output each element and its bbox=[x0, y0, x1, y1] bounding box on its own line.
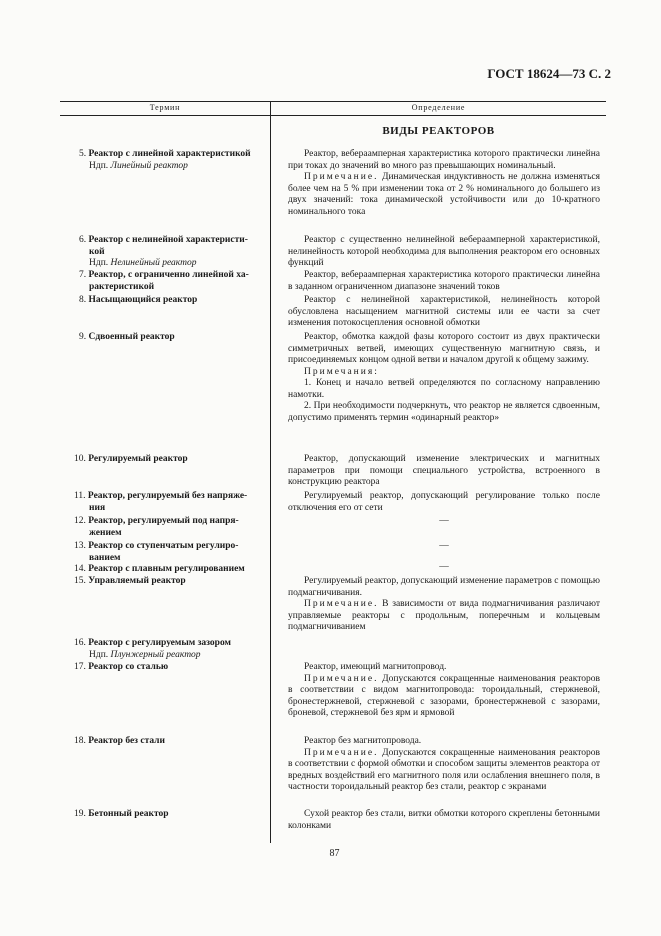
definition-6: Реактор с существенно нелинейной вебераамперной характеристикой, нелинейность которой необходима для выполнения реактором его основных функций bbox=[288, 235, 600, 268]
page-header: ГОСТ 18624—73 С. 2 bbox=[487, 66, 611, 81]
definition-14: — bbox=[439, 562, 449, 572]
definition-15: Регулируемый реактор, допускающий изменение параметров с помощью подмагничивания. Примечание. В зависимости от вида подмагничивания различают управляемые реакторы с продольным, поперечным и кольцевым подмагничиванием bbox=[288, 576, 600, 632]
definition-5: Реактор, вебераамперная характеристика которого практически линейна при токах до значений во много раз превышающих номинальный. Примечание. Динамическая индуктивность не должна изменяться более чем на 5 % при изменении тока от 2 % номинального до большего из двух значений: тока динамической устойчивости или до 10-кратного номинального тока bbox=[288, 149, 600, 217]
term-16: 16. Реактор с регулируемым зазором Ндп. Плунжерный реактор bbox=[74, 638, 232, 660]
definition-13: — bbox=[439, 541, 449, 551]
definition-19: Сухой реактор без стали, витки обмотки которого скреплены бетонными колонками bbox=[288, 809, 600, 831]
term-19: 19. Бетонный реактор bbox=[74, 809, 169, 819]
term-13: 13. Реактор со ступенчатым регулиро- ванием bbox=[74, 541, 239, 563]
table-header-rule bbox=[60, 115, 606, 116]
term-14: 14. Реактор с плавным регулированием bbox=[74, 564, 245, 574]
term-9: 9. Сдвоенный реактор bbox=[79, 332, 175, 342]
term-7: 7. Реактор, с ограниченно линейной ха- рактеристикой bbox=[79, 270, 249, 292]
term-5-ndp: Линейный реактор bbox=[110, 160, 188, 171]
term-5-name: Реактор с линейной характеристикой bbox=[88, 149, 251, 159]
section-title: ВИДЫ РЕАКТОРОВ bbox=[382, 125, 495, 137]
definition-8: Реактор с нелинейной характеристикой, нелинейность которой обусловлена насыщением магнитной системы или ее части за счет изменения потокосцепления основной обмотки bbox=[288, 295, 600, 328]
term-12: 12. Реактор, регулируемый под напря- жением bbox=[74, 516, 239, 538]
term-15: 15. Управляемый реактор bbox=[74, 576, 186, 586]
definition-9: Реактор, обмотка каждой фазы которого состоит из двух практически симметричных ветвей, имеющих существенную магнитную связь, и присоединяемых концом одной ветви и началом другой к общему зажиму. Примечания: 1. Конец и начало ветвей определяются по согласному направлению намотки. 2. При необходимости подчеркнуть, что реактор не является сдвоенным, допустимо применять термин «одинарный реактор» bbox=[288, 332, 600, 423]
definition-17: Реактор, имеющий магнитопровод. Примечание. Допускаются сокращенные наименования реакторов в соответствии с видом магнитопровода: тороидальный, стержневой, бронестержневой, стержневой с зазорами, бронестержневой с зазорами, броневой, стержневой без ярм и ярмовой bbox=[288, 662, 600, 718]
table-top-rule bbox=[60, 101, 606, 102]
term-18: 18. Реактор без стали bbox=[74, 736, 165, 746]
column-header-term: Термин bbox=[149, 103, 181, 112]
definition-12: — bbox=[439, 516, 449, 526]
table-column-divider bbox=[270, 101, 271, 843]
definition-10: Реактор, допускающий изменение электрических и магнитных параметров при помощи специального устройства, встроенного в конструкцию реактора bbox=[288, 454, 600, 487]
term-11: 11. Реактор, регулируемый без напряже- ния bbox=[74, 491, 248, 513]
column-header-definition: Определение bbox=[411, 103, 466, 112]
definition-7: Реактор, вебераамперная характеристика которого практически линейна в заданном ограниченном диапазоне значений токов bbox=[288, 270, 600, 292]
term-10: 10. Регулируемый реактор bbox=[74, 454, 188, 464]
definition-18: Реактор без магнитопровода. Примечание. Допускаются сокращенные наименования реакторов в соответствии с формой обмотки и способом защиты элементов реактора от вредных воздействий его магнитного поля или ослабления внешнего поля, в частности тороидальный реактор без стали, реактор с экранами bbox=[288, 736, 600, 792]
term-17: 17. Реактор со сталью bbox=[74, 662, 169, 672]
term-5: 5. Реактор с линейной характеристикой Ндп. Линейный реактор bbox=[79, 149, 251, 171]
terms-table bbox=[60, 101, 606, 843]
term-8: 8. Насыщающийся реактор bbox=[79, 295, 198, 305]
term-6: 6. Реактор с нелинейной характеристи- кой Ндп. Нелинейный реактор bbox=[79, 235, 248, 268]
definition-11: Регулируемый реактор, допускающий регулирование только после отключения его от сети bbox=[288, 491, 600, 513]
page-number: 87 bbox=[329, 848, 340, 859]
